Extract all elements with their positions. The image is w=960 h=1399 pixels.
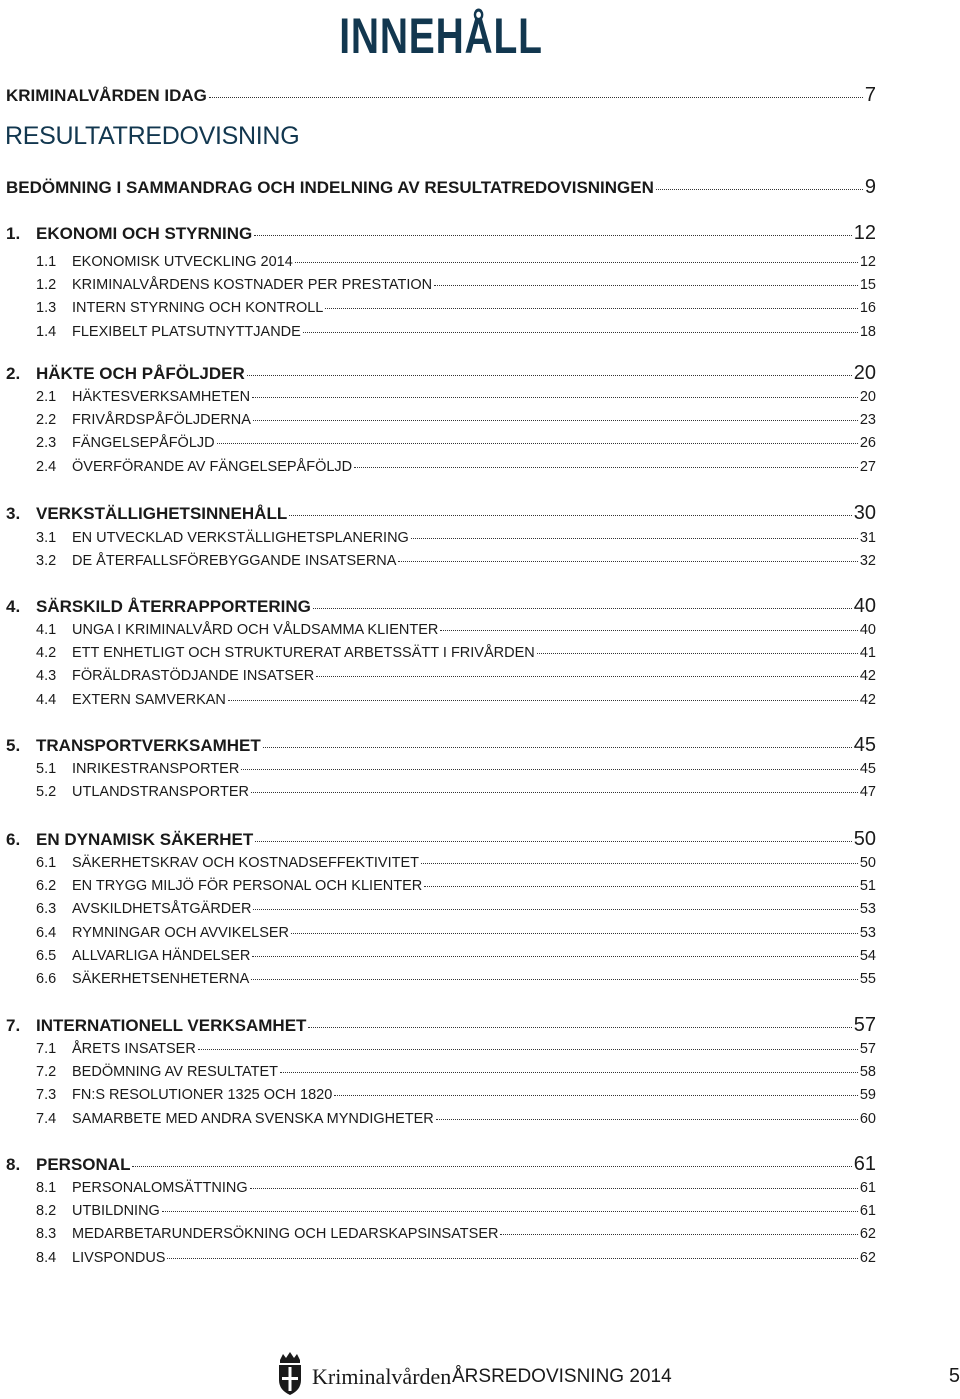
toc-entry-label: ÖVERFÖRANDE AV FÄNGELSEPÅFÖLJD [72,459,353,475]
toc-page-number: 55 [859,971,876,987]
report-title: ÅRSREDOVISNING 2014 [452,1366,672,1387]
dot-leader [252,396,858,398]
toc-subsection[interactable] [6,761,876,777]
toc-entry-number: 5.2 [36,784,57,800]
toc-entry-label: SÄKERHETSKRAV OCH KOSTNADSEFFEKTIVITET [72,855,419,871]
toc-page-number: 40 [859,622,876,638]
toc-entry-label: SÄKERHETSENHETERNA [72,971,250,987]
dot-leader [228,699,858,701]
crown-crest-icon [276,1350,304,1396]
toc-entry-number: 8.2 [36,1203,57,1219]
toc-page-number: 58 [859,1064,876,1080]
toc-subsection[interactable] [6,692,876,708]
toc-entry-number: 2. [6,364,21,383]
toc-entry-number: 8.1 [36,1180,57,1196]
dot-leader [217,442,858,444]
toc-subsection[interactable] [6,925,876,941]
toc-subsection[interactable] [6,1041,876,1057]
toc-page-number: 30 [853,502,876,524]
toc-entry-number: 5. [6,736,21,755]
toc-entry-label: BEDÖMNING I SAMMANDRAG OCH INDELNING AV RESULTATREDOVISNINGEN [6,178,654,197]
dot-leader [303,331,858,333]
toc-page-number: 26 [859,435,876,451]
dot-leader [167,1257,857,1259]
toc-entry-label: EN DYNAMISK SÄKERHET [36,830,254,849]
dot-leader [255,840,852,842]
toc-page-number: 32 [859,553,876,569]
toc-entry-number: 2.4 [36,459,57,475]
dot-leader [421,862,858,864]
toc-subsection[interactable] [6,1203,876,1219]
toc-page-number: 61 [853,1153,876,1175]
dot-leader [162,1210,858,1212]
toc-page-number: 45 [853,734,876,756]
dot-leader [253,419,858,421]
toc-page-number: 12 [859,254,876,270]
toc-entry-number: 7.2 [36,1064,57,1080]
toc-entry-label: FLEXIBELT PLATSUTNYTTJANDE [72,324,301,340]
toc-entry-label: TRANSPORTVERKSAMHET [36,736,261,755]
toc-entry-number: 6.2 [36,878,57,894]
toc-page-number: 12 [853,222,876,244]
toc-entry-number: 4. [6,597,21,616]
toc-page-number: 15 [859,277,876,293]
toc-page-number: 31 [859,530,876,546]
dot-leader [209,96,863,98]
toc-entry-label: EKONOMI OCH STYRNING [36,224,253,243]
dot-leader [537,652,858,654]
dot-leader [295,261,858,263]
toc-page-number: 51 [859,878,876,894]
toc-entry-label: KRIMINALVÅRDEN IDAG [6,86,207,105]
toc-subsection[interactable] [6,553,876,569]
toc-entry-label: HÄKTE OCH PÅFÖLJDER [36,364,245,383]
toc-subsection[interactable] [6,459,876,475]
toc-page-number: 18 [859,324,876,340]
toc-entry-number: 6.1 [36,855,57,871]
toc-page-number: 45 [859,761,876,777]
toc-entry-number: 8.3 [36,1226,57,1242]
toc-entry-label: FRIVÅRDSPÅFÖLJDERNA [72,412,251,428]
toc-entry-number: 6.3 [36,901,57,917]
toc-page-number: 42 [859,692,876,708]
toc-section[interactable] [6,1153,876,1176]
toc-subsection[interactable] [6,1180,876,1196]
dot-leader [289,514,852,516]
toc-entry-label: PERSONAL [36,1155,131,1174]
dot-leader [656,188,863,190]
toc-page-number: 9 [864,176,876,198]
toc-subsection[interactable] [6,971,876,987]
toc-entry-label: KRIMINALVÅRDENS KOSTNADER PER PRESTATION [72,277,433,293]
toc-entry-label: UTBILDNING [72,1203,160,1219]
toc-entry-label: MEDARBETARUNDERSÖKNING OCH LEDARSKAPSINSATSER [72,1226,499,1242]
toc-entry-number: 6. [6,830,21,849]
dot-leader [252,955,857,957]
toc-entry-number: 3.1 [36,530,57,546]
toc-entry-label: EN UTVECKLAD VERKSTÄLLIGHETSPLANERING [72,530,409,546]
toc-entry-label: UTLANDSTRANSPORTER [72,784,249,800]
toc-page-number: 50 [859,855,876,871]
toc-subsection[interactable] [6,300,876,316]
toc-subsection[interactable] [6,389,876,405]
toc-entry-number: 3.2 [36,553,57,569]
toc-entry-number: 2.2 [36,412,57,428]
toc-subsection[interactable] [6,784,876,800]
toc-page-number: 20 [859,389,876,405]
dot-leader [280,1071,858,1073]
dot-leader [291,932,858,934]
dot-leader [308,1026,851,1028]
toc-subsection[interactable] [6,324,876,340]
toc-entry-label: ETT ENHETLIGT OCH STRUKTURERAT ARBETSSÄTT I FRIVÅRDEN [72,645,535,661]
toc-entry-label: INRIKESTRANSPORTER [72,761,240,777]
toc-entry-number: 6.5 [36,948,57,964]
dot-leader [411,537,858,539]
toc-subsection[interactable] [6,878,876,894]
toc-page-number: 41 [859,645,876,661]
toc-section[interactable] [6,222,876,245]
toc-entry-label: UNGA I KRIMINALVÅRD OCH VÅLDSAMMA KLIENTER [72,622,439,638]
toc-entry-number: 4.4 [36,692,57,708]
toc-subsection[interactable] [6,948,876,964]
dot-leader [354,466,858,468]
dot-leader [334,1094,858,1096]
toc-entry-number: 2.1 [36,389,57,405]
toc-entry-number: 2.3 [36,435,57,451]
toc-entry-number: 4.1 [36,622,57,638]
toc-entry-number: 7.4 [36,1111,57,1127]
toc-page-number: 42 [859,668,876,684]
toc-subsection[interactable] [6,1250,876,1266]
toc-section[interactable] [6,734,876,757]
dot-leader [198,1048,858,1050]
toc-entry-number: 5.1 [36,761,57,777]
toc-entry-label: RYMNINGAR OCH AVVIKELSER [72,925,290,941]
dot-leader [440,629,858,631]
toc-entry-label: INTERNATIONELL VERKSAMHET [36,1016,307,1035]
toc-page-number: 59 [859,1087,876,1103]
dot-leader [250,1187,858,1189]
toc-entry-number: 6.4 [36,925,57,941]
toc-page-number: 60 [859,1111,876,1127]
toc-page-number: 62 [859,1226,876,1242]
toc-page-number: 50 [853,828,876,850]
toc-section[interactable] [6,502,876,525]
toc-entry-number: 7.1 [36,1041,57,1057]
dot-leader [132,1165,851,1167]
toc-entry-label: EKONOMISK UTVECKLING 2014 [72,254,293,270]
toc-entry-label: VERKSTÄLLIGHETSINNEHÅLL [36,504,288,523]
toc-entry-label: BEDÖMNING AV RESULTATET [72,1064,278,1080]
toc-entry-label: FN:S RESOLUTIONER 1325 OCH 1820 [72,1087,333,1103]
page-footer [270,1350,960,1398]
toc-page-number: 54 [859,948,876,964]
toc-entry-label: ÅRETS INSATSER [72,1041,196,1057]
toc-entry-label: EN TRYGG MILJÖ FÖR PERSONAL OCH KLIENTER [72,878,423,894]
toc-page-number: 57 [853,1014,876,1036]
section-heading: RESULTATREDOVISNING [5,122,300,150]
toc-entry-number: 4.2 [36,645,57,661]
toc-subsection[interactable] [6,855,876,871]
toc-subsection[interactable] [6,668,876,684]
toc-entry-label: FÖRÄLDRASTÖDJANDE INSATSER [72,668,315,684]
toc-subsection[interactable] [6,1087,876,1103]
toc-summary[interactable] [6,176,876,199]
dot-leader [241,768,858,770]
toc-entry-label: EXTERN SAMVERKAN [72,692,226,708]
toc-section[interactable] [6,595,876,618]
dot-leader [500,1233,857,1235]
toc-entry-label: PERSONALOMSÄTTNING [72,1180,248,1196]
dot-leader [398,560,857,562]
dot-leader [424,885,858,887]
toc-section[interactable] [6,1014,876,1037]
toc-entry-number: 8.4 [36,1250,57,1266]
toc-section[interactable] [6,828,876,851]
dot-leader [436,1118,858,1120]
toc-page-number: 7 [864,84,876,106]
toc-entry-label: LIVSPONDUS [72,1250,166,1266]
dot-leader [253,908,857,910]
toc-entry-label: DE ÅTERFALLSFÖREBYGGANDE INSATSERNA [72,553,397,569]
dot-leader [313,607,852,609]
toc-subsection[interactable] [6,1064,876,1080]
toc-entry-number: 3. [6,504,21,523]
dot-leader [251,791,858,793]
toc-entry-number: 7. [6,1016,21,1035]
toc-entry-number: 1. [6,224,21,243]
toc-page-number: 27 [859,459,876,475]
toc-subsection[interactable] [6,901,876,917]
toc-entry-label: FÄNGELSEPÅFÖLJD [72,435,215,451]
toc-page-number: 40 [853,595,876,617]
dot-leader [251,978,858,980]
toc-entry-number: 1.1 [36,254,57,270]
toc-subsection[interactable] [6,530,876,546]
toc-entry-number: 6.6 [36,971,57,987]
toc-entry-label: INTERN STYRNING OCH KONTROLL [72,300,324,316]
toc-entry-number: 4.3 [36,668,57,684]
toc-entry-label: SAMARBETE MED ANDRA SVENSKA MYNDIGHETER [72,1111,434,1127]
toc-entry-label: AVSKILDHETSÅTGÄRDER [72,901,252,917]
toc-entry-number: 1.2 [36,277,57,293]
toc-entry-number: 1.3 [36,300,57,316]
toc-subsection[interactable] [6,254,876,270]
toc-page-number: 57 [859,1041,876,1057]
dot-leader [434,284,858,286]
dot-leader [316,675,858,677]
toc-entry-label: ALLVARLIGA HÄNDELSER [72,948,251,964]
page-title: INNEHÅLL [339,8,543,64]
dot-leader [325,307,858,309]
toc-page-number: 62 [859,1250,876,1266]
toc-entry-label: SÄRSKILD ÅTERRAPPORTERING [36,597,311,616]
toc-page-number: 53 [859,925,876,941]
toc-subsection[interactable] [6,435,876,451]
dot-leader [247,374,852,376]
toc-page-number: 53 [859,901,876,917]
toc-entry-number: 8. [6,1155,21,1174]
toc-subsection[interactable] [6,412,876,428]
toc-intro[interactable] [6,84,876,107]
page-number: 5 [948,1365,960,1387]
dot-leader [263,746,852,748]
toc-entry-number: 1.4 [36,324,57,340]
toc-page-number: 47 [859,784,876,800]
brand-name: Kriminalvården [312,1364,452,1389]
toc-subsection[interactable] [6,622,876,638]
dot-leader [254,234,851,236]
toc-page-number: 23 [859,412,876,428]
toc-entry-label: HÄKTESVERKSAMHETEN [72,389,251,405]
toc-entry-number: 7.3 [36,1087,57,1103]
toc-page-number: 20 [853,362,876,384]
toc-subsection[interactable] [6,277,876,293]
toc-page-number: 61 [859,1203,876,1219]
toc-page-number: 61 [859,1180,876,1196]
toc-page-number: 16 [859,300,876,316]
toc-subsection[interactable] [6,645,876,661]
toc-subsection[interactable] [6,1111,876,1127]
toc-section[interactable] [6,362,876,385]
toc-subsection[interactable] [6,1226,876,1242]
